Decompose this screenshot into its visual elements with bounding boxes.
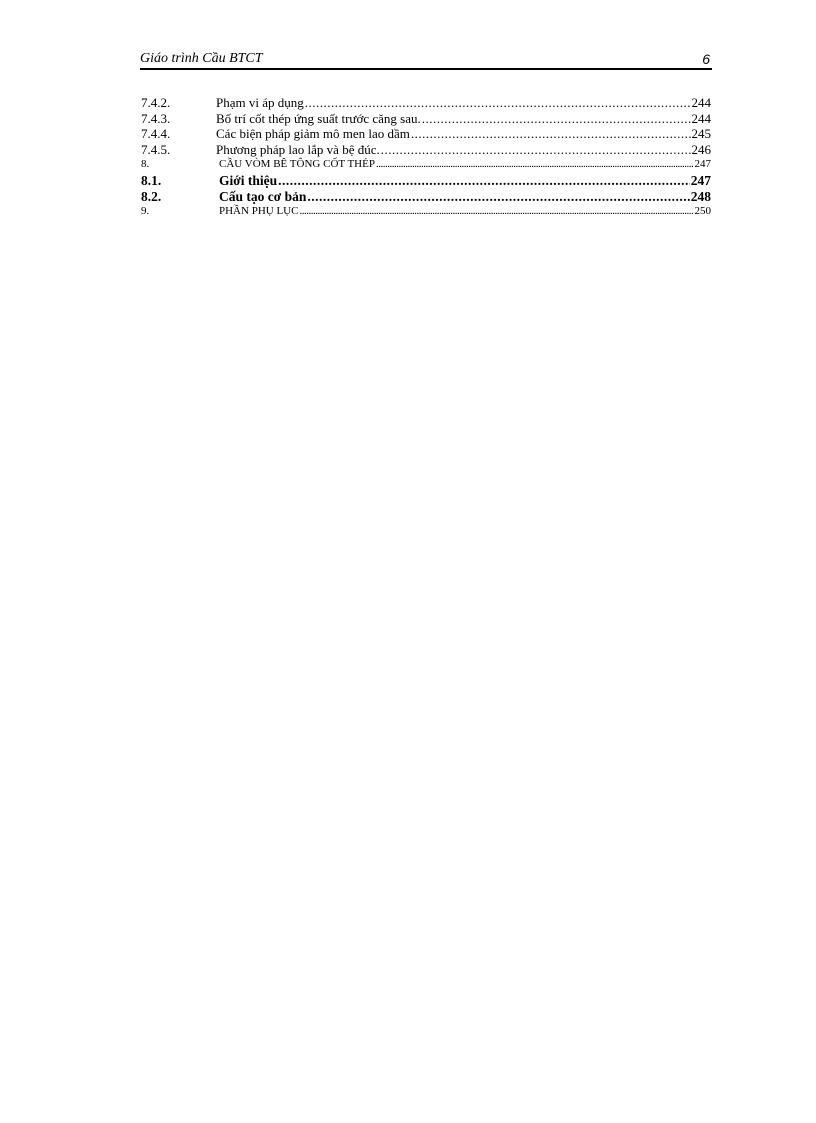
toc-dot-leader	[422, 111, 691, 127]
toc-entry-section[interactable]	[141, 189, 711, 205]
toc-entry-title: PHẦN PHỤ LỤC	[219, 205, 299, 218]
toc-dot-leader	[305, 95, 691, 111]
page-header	[140, 50, 712, 68]
toc-entry-number: 7.4.4.	[141, 126, 171, 142]
toc-entry-page: 244	[691, 110, 711, 126]
toc-entry-number: 7.4.5.	[141, 141, 171, 157]
toc-entry-chapter[interactable]	[141, 157, 711, 173]
toc-dot-leader	[381, 142, 691, 158]
toc-dot-leader	[376, 157, 694, 173]
page-number: 6	[702, 51, 710, 67]
toc-entry-section[interactable]	[141, 173, 711, 189]
toc-entry-title: Phạm vi áp dụng	[216, 95, 304, 110]
toc-entry-page: 247	[690, 172, 711, 188]
toc-dot-leader	[307, 189, 689, 205]
toc-entry[interactable]	[141, 95, 711, 111]
toc-entry-title: Cấu tạo cơ bản	[219, 188, 307, 204]
toc-dot-leader	[299, 204, 693, 220]
toc-entry-title: CẦU VÒM BÊ TÔNG CỐT THÉP	[219, 158, 375, 171]
toc-dot-leader	[278, 173, 690, 189]
toc-entry-title: Giới thiệu	[219, 172, 278, 188]
toc-entry-page: 245	[691, 126, 711, 142]
toc-entry-title: Bố trí cốt thép ứng suất trước căng sau.	[216, 110, 421, 126]
table-of-contents	[141, 95, 711, 220]
toc-entry-number: 8.1.	[141, 172, 162, 188]
toc-entry-chapter[interactable]	[141, 204, 711, 220]
toc-entry-title: Các biện pháp giảm mô men lao dầm	[216, 126, 410, 142]
toc-entry-number: 8.2.	[141, 188, 162, 204]
toc-entry-page: 244	[691, 95, 711, 110]
toc-dot-leader	[411, 126, 691, 142]
toc-entry-number: 7.4.3.	[141, 110, 171, 126]
toc-entry[interactable]	[141, 126, 711, 142]
toc-entry[interactable]	[141, 142, 711, 158]
toc-entry-page: 250	[694, 205, 711, 218]
header-divider	[140, 68, 712, 70]
toc-entry-page: 247	[694, 158, 711, 171]
toc-entry-title: Phương pháp lao lắp và bệ đúc.	[216, 141, 380, 157]
toc-entry-number: 9.	[141, 205, 150, 218]
toc-entry-number: 8.	[141, 158, 150, 171]
toc-entry-page: 246	[691, 141, 711, 157]
toc-entry-page: 248	[690, 188, 711, 204]
toc-entry-number: 7.4.2.	[141, 95, 171, 110]
document-title: Giáo trình Cầu BTCT	[140, 51, 263, 66]
toc-entry[interactable]	[141, 111, 711, 127]
